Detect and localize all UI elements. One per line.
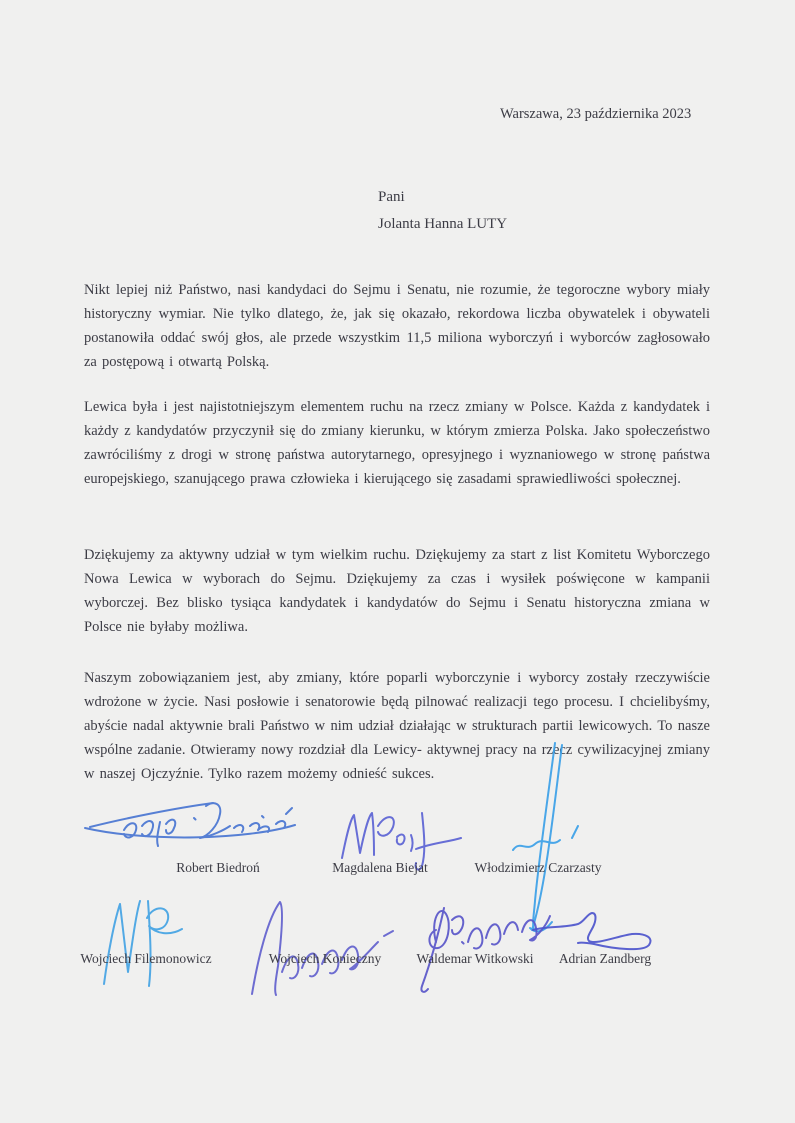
signature-robert-biedron <box>66 796 306 858</box>
paragraph-1: Nikt lepiej niż Państwo, nasi kandydaci do Sejmu i Senatu, nie rozumie, że tegoroczne wybory miały historyczny wymiar. Nie tylko dlatego, że, jak się okazało, rekordowa liczba obywatelek i obywateli postanowiła oddać swój głos, ale przede wszystkim 11,5 miliona wyborczyń i wyborców zagłosowało za postępową i otwartą Polską. <box>84 282 710 370</box>
paragraph-2: Lewica była i jest najistotniejszym elementem ruchu na rzecz zmiany w Polsce. Każda z kandydatek i każdy z kandydatów przyczynił się do zmiany kierunku, w którym zmierza Polska. Jako społeczeństwo zawróciliśmy z drogi w stronę państwa autorytarnego, opresyjnego i wyznaniowego w stronę państwa europejskiego, szanującego prawa człowieka i kierującego się zasadami sprawiedliwości społecznej. <box>84 399 710 487</box>
paragraph-3: Dziękujemy za aktywny udział w tym wielkim ruchu. Dziękujemy za start z list Komitetu Wyborczego Nowa Lewica w wyborach do Sejmu. Dziękujemy za czas i wysiłek poświęcone w kampanii wyborczej. Bez blisko tysiąca kandydatek i kandydatów do Sejmu i Senatu historyczna zmiana w Polsce nie byłaby możliwa. <box>84 547 710 635</box>
paragraph-4: Naszym zobowiązaniem jest, aby zmiany, które poparli wyborczynie i wyborcy zostały rzeczywiście wdrożone w życie. Nasi posłowie i senatorowie będą pilnować realizacji tego procesu. I chcielibyśmy, abyście nadal aktywnie brali Państwo w nim udział działając w strukturach partii lewicowych. To nasze wspólne zadanie. Otwieramy nowy rozdział dla Lewicy- aktywnej pracy na rzecz cywilizacyjnej zmiany w naszej Ojczyźnie. Tylko razem możemy odnieść sukces. <box>84 670 710 782</box>
date-line: Warszawa, 23 października 2023 <box>500 106 692 122</box>
recipient-salutation: Pani <box>378 189 405 205</box>
recipient-block <box>378 184 507 238</box>
signatory-name-magdalena-biejat: Magdalena Biejat <box>332 860 428 875</box>
signatory-name-wlodzimierz-czarzasty: Włodzimierz Czarzasty <box>474 860 602 875</box>
signatory-name-robert-biedron: Robert Biedroń <box>176 860 260 875</box>
signature-wojciech-filemonowicz <box>94 896 194 996</box>
signatory-name-waldemar-witkowski: Waldemar Witkowski <box>416 951 534 966</box>
signatory-name-adrian-zandberg: Adrian Zandberg <box>558 951 652 966</box>
recipient-name: Jolanta Hanna LUTY <box>378 216 508 232</box>
signatory-name-wojciech-konieczny: Wojciech Konieczny <box>268 951 382 966</box>
signatory-name-wojciech-filemonowicz: Wojciech Filemonowicz <box>80 951 212 966</box>
